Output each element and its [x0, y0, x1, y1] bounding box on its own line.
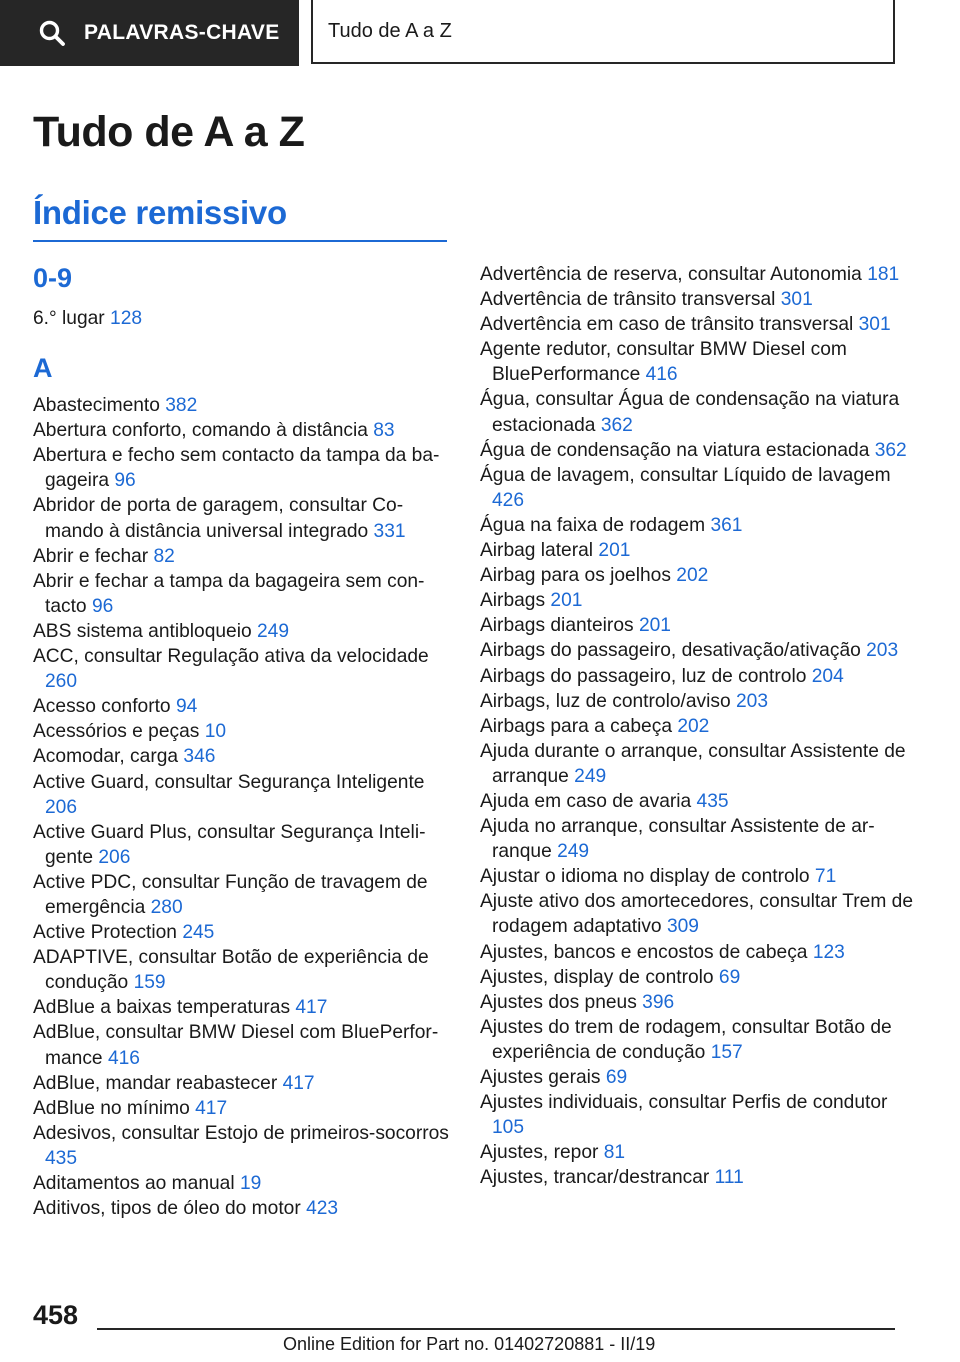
page-link[interactable]: 19 — [239, 1173, 262, 1194]
index-entry-text: Aditivos, tipos de óleo do motor — [33, 1198, 301, 1220]
page-link[interactable]: 94 — [175, 696, 198, 718]
index-entry — [480, 513, 920, 538]
page-link[interactable]: 82 — [153, 545, 175, 567]
index-entry-text: AdBlue, consultar BMW Diesel com BluePerformance — [33, 1022, 439, 1069]
index-entry — [33, 306, 453, 331]
page-link[interactable]: 249 — [574, 765, 607, 787]
page-link[interactable]: 202 — [677, 715, 710, 737]
index-entry — [33, 995, 453, 1020]
breadcrumb[interactable] — [311, 0, 895, 64]
index-entry-text: Airbags do passageiro, desativação/ativação — [480, 640, 861, 662]
index-entry-text: Active Protection — [33, 922, 177, 944]
index-entry — [33, 945, 453, 995]
index-entry — [480, 889, 920, 939]
page-link[interactable]: 96 — [114, 470, 136, 492]
page-link[interactable]: 96 — [91, 595, 114, 617]
page-link[interactable]: 69 — [718, 966, 741, 988]
index-entry — [33, 1096, 453, 1121]
letter-heading-0-9: 0-9 — [33, 263, 73, 293]
page-link[interactable]: 301 — [780, 289, 813, 311]
index-entry — [33, 393, 453, 418]
index-entry — [480, 714, 920, 739]
index-entry-text: Ajustes, repor — [480, 1142, 599, 1164]
index-entry — [33, 1171, 453, 1196]
page-link[interactable]: 69 — [605, 1067, 628, 1088]
index-entry — [33, 569, 453, 619]
page-link[interactable]: 362 — [874, 439, 907, 461]
index-entry — [480, 1090, 920, 1140]
index-entry — [480, 739, 920, 789]
index-column-left — [33, 258, 453, 1221]
page-link[interactable]: 249 — [557, 841, 590, 863]
index-entry-text: Airbags dianteiros — [480, 615, 634, 637]
page-link[interactable]: 81 — [603, 1142, 626, 1164]
index-entry-text: Airbags, luz de controlo/aviso — [480, 690, 731, 712]
index-entry-text: Ajuda no arranque, consultar Assistente de arranque — [480, 816, 875, 863]
page-link[interactable]: 202 — [676, 565, 709, 587]
index-entry — [480, 965, 920, 990]
page-link[interactable]: 83 — [373, 420, 395, 442]
letter-heading-a: A — [33, 353, 53, 384]
page-link[interactable]: 181 — [867, 264, 900, 285]
index-entry-text: Ajustes do trem de rodagem, consultar Botão de experiência de condução — [480, 1016, 892, 1063]
index-entry-text: Ajustes, trancar/destrancar — [480, 1167, 710, 1189]
index-entry-text: Abertura conforto, comando à distância — [33, 420, 368, 442]
page-link[interactable]: 128 — [110, 308, 143, 329]
index-entry-text: Airbag lateral — [480, 540, 594, 562]
page-link[interactable]: 423 — [306, 1198, 339, 1220]
breadcrumb-label: Tudo de A a Z — [328, 19, 452, 42]
keywords-button[interactable] — [0, 0, 299, 66]
page-link[interactable]: 417 — [295, 997, 328, 1019]
index-entry — [480, 940, 920, 965]
index-entry — [480, 563, 920, 588]
index-entry — [33, 820, 453, 870]
page-title: Tudo de A a Z — [33, 108, 305, 156]
footer-edition: Online Edition for Part no. 01402720881 - II/19 — [283, 1334, 656, 1354]
page-link[interactable]: 204 — [811, 665, 844, 687]
index-entry — [33, 1071, 453, 1096]
index-entry-text: Ajustes individuais, consultar Perfis de condutor — [480, 1092, 888, 1114]
index-entry — [33, 920, 453, 945]
page-link[interactable]: 362 — [600, 414, 633, 436]
page-link[interactable]: 203 — [735, 690, 768, 712]
index-entry-text: Ajustes dos pneus — [480, 991, 637, 1013]
index-entry — [480, 1015, 920, 1065]
index-entry — [33, 744, 453, 769]
page-link[interactable]: 123 — [812, 941, 845, 963]
index-entry — [33, 770, 453, 820]
page-link[interactable]: 346 — [183, 746, 216, 768]
index-entry-text: Airbags do passageiro, luz de controlo — [480, 665, 807, 687]
index-entry-text: 6.° lugar — [33, 308, 105, 329]
index-entry-text: Abastecimento — [33, 395, 160, 417]
page-link[interactable]: 417 — [282, 1072, 315, 1094]
index-entry-text: Acomodar, carga — [33, 746, 179, 768]
index-entry — [480, 664, 920, 689]
index-entry-text: Airbags — [480, 590, 546, 612]
entries-a-left — [33, 393, 453, 1221]
index-entry-text: AdBlue, mandar reabastecer — [33, 1072, 278, 1094]
index-entry — [480, 387, 920, 437]
index-entry — [480, 1140, 920, 1165]
index-entry-text: Adesivos, consultar Estojo de primeiros-socorros — [33, 1122, 449, 1144]
page-link[interactable]: 157 — [710, 1041, 743, 1063]
page-link[interactable]: 105 — [492, 1117, 525, 1139]
index-entry — [33, 443, 453, 493]
page-link[interactable]: 426 — [492, 489, 525, 511]
index-entry — [480, 463, 920, 513]
section-title: Índice remissivo — [33, 194, 287, 231]
index-entry — [33, 544, 453, 569]
index-entry-text: Ajustes, display de controlo — [480, 966, 714, 988]
index-entry-text: Ajuste ativo dos amortecedores, consultar Trem de rodagem adaptativo — [480, 891, 913, 938]
page-link[interactable]: 382 — [165, 395, 198, 417]
page-link[interactable]: 10 — [204, 721, 227, 743]
index-entry-text: Aditamentos ao manual — [33, 1173, 235, 1194]
index-entry — [480, 864, 920, 889]
index-entry — [480, 262, 920, 287]
index-entry-text: Abrir e fechar a tampa da bagageira sem contacto — [33, 570, 425, 617]
page-link[interactable]: 201 — [550, 590, 583, 612]
page-link[interactable]: 249 — [257, 620, 290, 642]
top-navigation — [0, 0, 960, 66]
page-link[interactable]: 260 — [45, 671, 78, 693]
index-entry-text: Airbag para os joelhos — [480, 565, 671, 587]
entries-0-9 — [33, 306, 453, 331]
index-entry — [33, 1196, 453, 1221]
page-link[interactable]: 435 — [45, 1147, 78, 1169]
index-entry-text: Ajustar o idioma no display de controlo — [480, 866, 810, 888]
index-entry-text: Água de condensação na viatura estacionada — [480, 439, 870, 461]
index-entry-text: Airbags para a cabeça — [480, 715, 672, 737]
index-entry — [480, 990, 920, 1015]
index-entry-text: Active Guard, consultar Segurança Inteligente — [33, 771, 425, 793]
index-entry — [33, 418, 453, 443]
index-entry — [33, 694, 453, 719]
index-entry-text: Água na faixa de rodagem — [480, 514, 706, 536]
page-link[interactable]: 245 — [182, 922, 215, 944]
page-link[interactable]: 203 — [866, 640, 899, 662]
index-entry — [33, 493, 453, 543]
index-entry-text: Advertência em caso de trânsito transversal — [480, 314, 854, 336]
index-entry — [480, 312, 920, 337]
index-entry — [480, 814, 920, 864]
index-entry — [33, 1121, 453, 1171]
index-column-right — [480, 262, 920, 1190]
search-icon — [38, 19, 66, 47]
index-entry-text: Ajuda em caso de avaria — [480, 790, 692, 812]
page-link[interactable]: 309 — [666, 916, 699, 938]
index-entry — [33, 719, 453, 744]
page-link[interactable]: 301 — [858, 314, 891, 336]
index-entry — [480, 638, 920, 663]
page-link[interactable]: 201 — [638, 615, 671, 637]
index-entry — [33, 619, 453, 644]
index-entry — [480, 337, 920, 387]
index-entry — [480, 438, 920, 463]
index-entry-text: Advertência de reserva, consultar Autonomia — [480, 264, 862, 285]
index-entry — [33, 870, 453, 920]
footer-rule — [97, 1328, 895, 1330]
index-entry-text: Água de lavagem, consultar Líquido de lavagem — [480, 464, 891, 486]
index-entry-text: Água, consultar Água de condensação na viatura estacionada — [480, 389, 900, 436]
index-entry-text: Advertência de trânsito transversal — [480, 289, 776, 311]
page-link[interactable]: 159 — [133, 972, 166, 994]
page-link[interactable]: 361 — [710, 514, 743, 536]
keywords-label: PALAVRAS-CHAVE — [84, 21, 280, 44]
index-entry — [33, 644, 453, 694]
index-entry-text: Ajuda durante o arranque, consultar Assistente de arranque — [480, 740, 906, 787]
page-link[interactable]: 206 — [98, 846, 131, 868]
page-link[interactable]: 396 — [642, 991, 675, 1013]
index-entry-text: Abridor de porta de garagem, consultar Comando à distância universal integrado — [33, 495, 404, 542]
page-link[interactable]: 416 — [107, 1047, 140, 1069]
page-link[interactable]: 280 — [150, 896, 183, 918]
index-entry-text: Ajustes, bancos e encostos de cabeça — [480, 941, 808, 963]
page-number: 458 — [33, 1300, 79, 1330]
index-entry — [480, 689, 920, 714]
index-entry-text: Acesso conforto — [33, 696, 171, 718]
index-entry — [480, 287, 920, 312]
page-link[interactable]: 417 — [195, 1097, 228, 1119]
index-entry-text: AdBlue no mínimo — [33, 1097, 190, 1119]
index-entry-text: Active Guard Plus, consultar Segurança Inteligente — [33, 821, 426, 868]
index-entry-text: ABS sistema antibloqueio — [33, 620, 252, 642]
index-entry — [480, 613, 920, 638]
index-entry-text: Agente redutor, consultar BMW Diesel com BluePerformance — [480, 339, 847, 386]
index-entry-text: Ajustes gerais — [480, 1067, 601, 1088]
index-entry — [480, 789, 920, 814]
page-link[interactable]: 416 — [645, 364, 678, 386]
index-entry-text: Abrir e fechar — [33, 545, 149, 567]
entries-a-right — [480, 262, 920, 1190]
index-entry — [480, 538, 920, 563]
index-entry-text: Abertura e fecho sem contacto da tampa da bagageira — [33, 445, 440, 492]
index-entry — [480, 588, 920, 613]
index-entry-text: AdBlue a baixas temperaturas — [33, 997, 291, 1019]
index-entry-text: ADAPTIVE, consultar Botão de experiência de condução — [33, 947, 429, 994]
page-link[interactable]: 201 — [598, 540, 631, 562]
page-link[interactable]: 435 — [696, 790, 729, 812]
index-entry-text: ACC, consultar Regulação ativa da velocidade — [33, 646, 429, 668]
page-link[interactable]: 71 — [814, 866, 837, 888]
index-entry — [480, 1165, 920, 1190]
index-entry-text: Acessórios e peças — [33, 721, 200, 743]
index-entry — [480, 1065, 920, 1090]
page-link[interactable]: 331 — [373, 520, 406, 542]
index-entry — [33, 1020, 453, 1070]
page-link[interactable]: 206 — [45, 796, 78, 818]
index-entry-text: Active PDC, consultar Função de travagem de emergência — [33, 871, 428, 918]
section-title-rule — [33, 240, 447, 242]
page-link[interactable]: 111 — [714, 1167, 744, 1189]
